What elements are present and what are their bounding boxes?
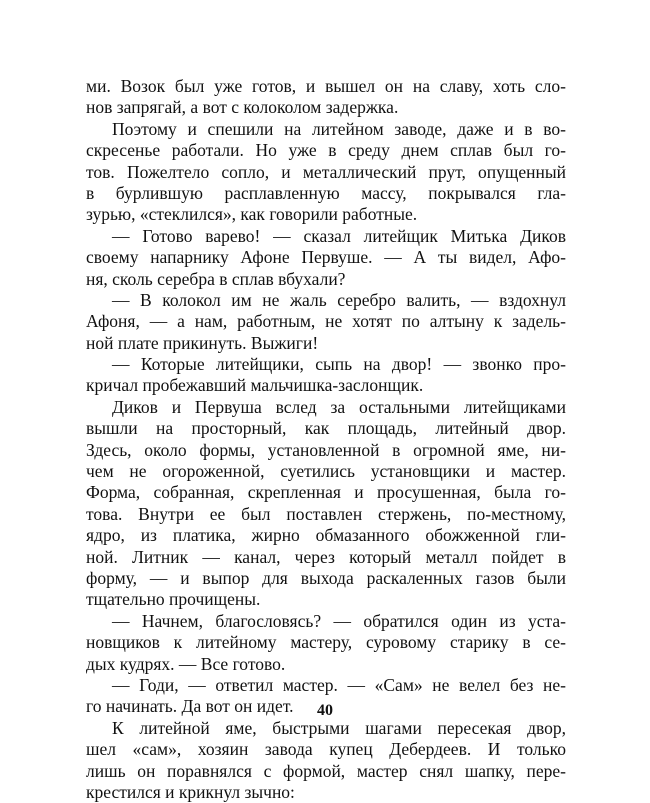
text-line: зурью, «стеклился», как говорили работные. xyxy=(86,204,418,225)
text-line: новщиков к литейному мастеру, суровому старику в се- xyxy=(86,632,566,653)
text-line: лишь он поравнялся с формой, мастер снял шапку, пере- xyxy=(86,760,566,781)
text-line: това. Внутри ее был поставлен стержень, по-местному, xyxy=(86,503,566,524)
text-line: форму, — и выпор для выхода раскаленных газов были xyxy=(86,567,566,588)
text-line: К литейной яме, быстрыми шагами пересекая двор, xyxy=(112,717,566,738)
text-line: Диков и Первуша вслед за остальными литейщиками xyxy=(112,396,566,417)
text-line: ми. Возок был уже готов, и вышел он на славу, хоть сло- xyxy=(86,76,566,96)
text-line: в бурлившую расплавленную массу, покрывался гла- xyxy=(86,182,566,203)
text-line: Афоня, — а нам, работным, не хотят по алтыну к задель- xyxy=(86,311,566,332)
page-number: 40 xyxy=(317,702,333,719)
text-line: дых кудрях. — Все готово. xyxy=(86,653,286,674)
text-line: Здесь, около формы, установленной в огромной яме, ни- xyxy=(86,439,566,460)
text-line: нов запрягай, а вот с колоколом задержка. xyxy=(86,97,399,118)
page-body-text xyxy=(86,76,566,803)
text-line: чем не огороженной, суетились установщики и мастер. xyxy=(86,461,566,482)
text-line: — Готово варево! — сказал литейщик Митька Диков xyxy=(112,225,566,246)
text-line: крестился и крикнул зычно: xyxy=(86,781,295,802)
text-line: Форма, собранная, скрепленная и просушенная, была го- xyxy=(86,482,566,503)
text-line: тов. Пожелтело сопло, и металлический прут, опущенный xyxy=(86,161,566,182)
text-line: тщательно прочищены. xyxy=(86,589,261,610)
text-line: — В колокол им не жаль серебро валить, — вздохнул xyxy=(112,289,566,310)
text-line: Поэтому и спешили на литейном заводе, даже и в во- xyxy=(112,118,566,139)
text-line: ной. Литник — канал, через который металл пойдет в xyxy=(86,546,566,567)
text-line: — Годи, — ответил мастер. — «Сам» не велел без не- xyxy=(112,674,566,695)
text-line: го начинать. Да вот он идет. xyxy=(86,696,294,717)
text-line: — Начнем, благословясь? — обратился один из уста- xyxy=(112,610,566,631)
text-line: вышли на просторный, как площадь, литейный двор. xyxy=(86,418,566,439)
text-line: ной плате прикинуть. Выжиги! xyxy=(86,332,319,353)
text-line: — Которые литейщики, сыпь на двор! — звонко про- xyxy=(112,354,566,375)
text-line: своему напарнику Афоне Первуше. — А ты видел, Афо- xyxy=(86,247,566,268)
text-line: ня, сколь серебра в сплав вбухали? xyxy=(86,268,346,289)
text-line: ядро, из платика, жирно обмазанного обожженной гли- xyxy=(86,525,566,546)
text-line: скресенье работали. Но уже в среду днем сплав был го- xyxy=(86,140,566,161)
text-line: шел «сам», хозяин завода купец Дебердеев. И только xyxy=(86,739,566,760)
text-line: кричал пробежавший мальчишка-заслонщик. xyxy=(86,375,424,396)
